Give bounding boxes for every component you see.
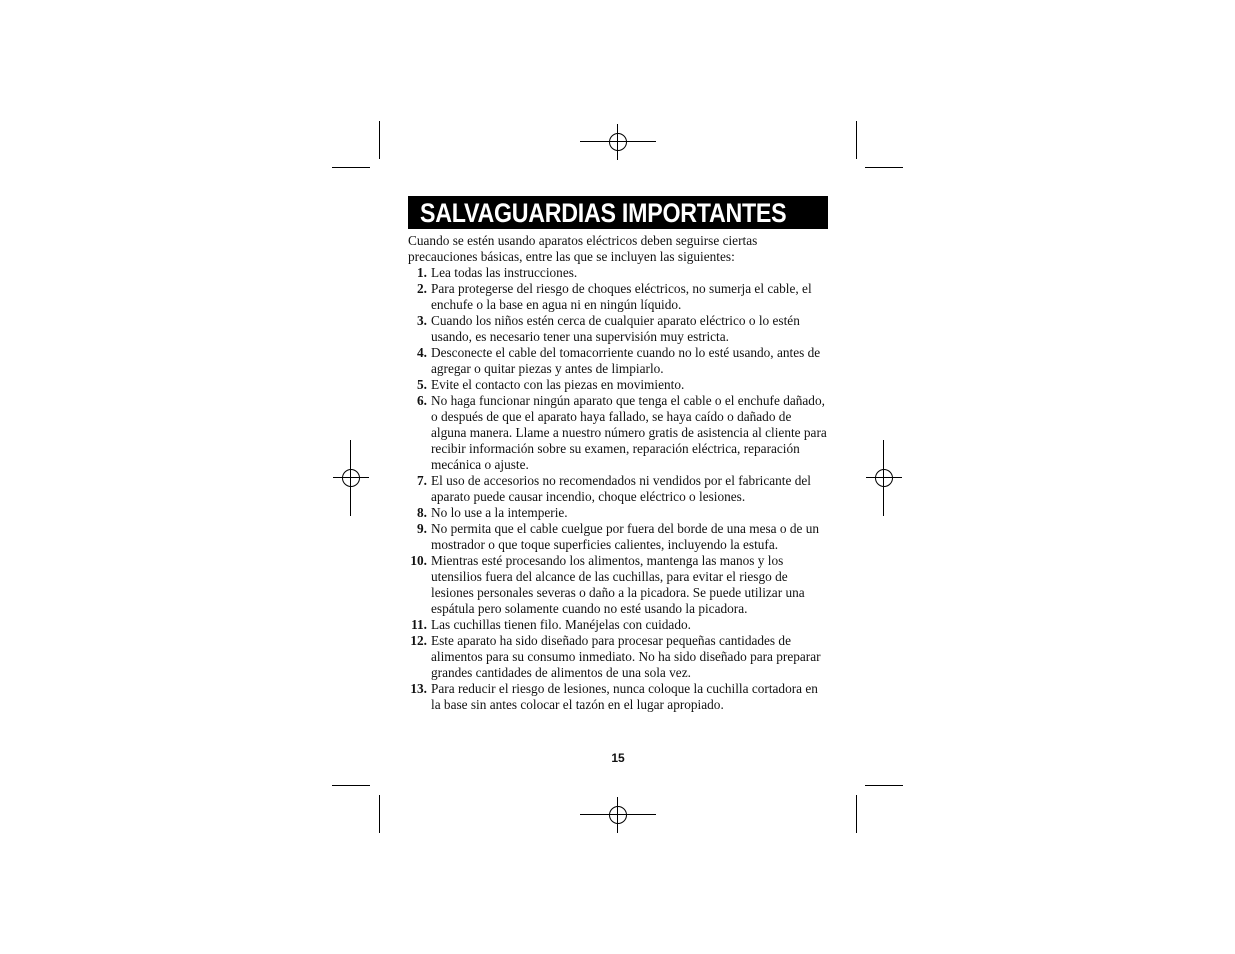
page-title: SALVAGUARDIAS IMPORTANTES <box>420 198 787 228</box>
item-number: 5. <box>417 377 427 392</box>
crop-mark <box>332 785 370 786</box>
crop-mark <box>865 167 903 168</box>
item-text: Para protegerse del riesgo de choques eléctricos, no sumerja el cable, el enchufe o la base en agua ni en ningún líquido. <box>431 281 812 312</box>
list-item <box>408 377 828 393</box>
crop-mark <box>332 167 370 168</box>
item-number: 3. <box>417 313 427 328</box>
item-number: 6. <box>417 393 427 408</box>
page-number: 15 <box>611 751 625 765</box>
item-number: 7. <box>417 473 427 488</box>
list-item <box>408 281 828 313</box>
title-banner <box>408 196 828 229</box>
item-number: 9. <box>417 521 427 536</box>
item-text: Este aparato ha sido diseñado para procesar pequeñas cantidades de alimentos para su consumo inmediato. No ha sido diseñado para preparar grandes cantidades de alimentos de una sola vez. <box>431 633 821 680</box>
item-number: 2. <box>417 281 427 296</box>
registration-mark-icon <box>600 124 636 160</box>
crop-mark <box>379 121 380 159</box>
item-text: No lo use a la intemperie. <box>431 505 568 520</box>
item-number: 10. <box>410 553 427 568</box>
list-item <box>408 393 828 473</box>
document-page <box>408 196 828 765</box>
item-number: 1. <box>417 265 427 280</box>
item-text: Para reducir el riesgo de lesiones, nunca coloque la cuchilla cortadora en la base sin antes colocar el tazón en el lugar apropiado. <box>431 681 818 712</box>
item-number: 13. <box>410 681 427 696</box>
item-number: 12. <box>410 633 427 648</box>
crop-mark <box>856 121 857 159</box>
crop-mark <box>865 785 903 786</box>
item-text: No haga funcionar ningún aparato que tenga el cable o el enchufe dañado, o después de que el aparato haya fallado, se haya caído o dañado de alguna manera. Llame a nuestro número gratis de asistencia al cliente para recibir información sobre su examen, reparación eléctrica, reparación mecánica o ajuste. <box>431 393 827 472</box>
item-number: 8. <box>417 505 427 520</box>
item-number: 11. <box>411 617 427 632</box>
list-item <box>408 681 828 713</box>
item-text: No permita que el cable cuelgue por fuera del borde de una mesa o de un mostrador o que toque superficies calientes, incluyendo la estufa. <box>431 521 820 552</box>
registration-mark-icon <box>333 460 369 496</box>
list-item <box>408 505 828 521</box>
list-item <box>408 553 828 617</box>
item-text: Evite el contacto con las piezas en movimiento. <box>431 377 685 392</box>
list-item <box>408 473 828 505</box>
crop-mark <box>856 795 857 833</box>
item-number: 4. <box>417 345 427 360</box>
item-text: Lea todas las instrucciones. <box>431 265 578 280</box>
item-text: Desconecte el cable del tomacorriente cuando no lo esté usando, antes de agregar o quitar piezas y antes de limpiarlo. <box>431 345 821 376</box>
registration-mark-icon <box>600 797 636 833</box>
list-item <box>408 313 828 345</box>
list-item <box>408 633 828 681</box>
crop-mark <box>379 795 380 833</box>
registration-mark-icon <box>866 460 902 496</box>
item-text: Cuando los niños estén cerca de cualquier aparato eléctrico o lo estén usando, es necesario tener una supervisión muy estricta. <box>431 313 800 344</box>
list-item <box>408 521 828 553</box>
item-text: Mientras esté procesando los alimentos, mantenga las manos y los utensilios fuera del alcance de las cuchillas, para evitar el riesgo de lesiones personales severas o daño a la picadora. Se puede utilizar una espátula pero solamente cuando no esté usando la picadora. <box>431 553 805 616</box>
safeguards-list <box>408 265 828 713</box>
item-text: El uso de accesorios no recomendados ni vendidos por el fabricante del aparato puede causar incendio, choque eléctrico o lesiones. <box>431 473 811 504</box>
list-item <box>408 617 828 633</box>
list-item <box>408 345 828 377</box>
item-text: Las cuchillas tienen filo. Manéjelas con cuidado. <box>431 617 691 632</box>
intro-paragraph: Cuando se estén usando aparatos eléctricos deben seguirse ciertas precauciones básicas, entre las que se incluyen las siguientes: <box>408 233 758 264</box>
list-item <box>408 265 828 281</box>
